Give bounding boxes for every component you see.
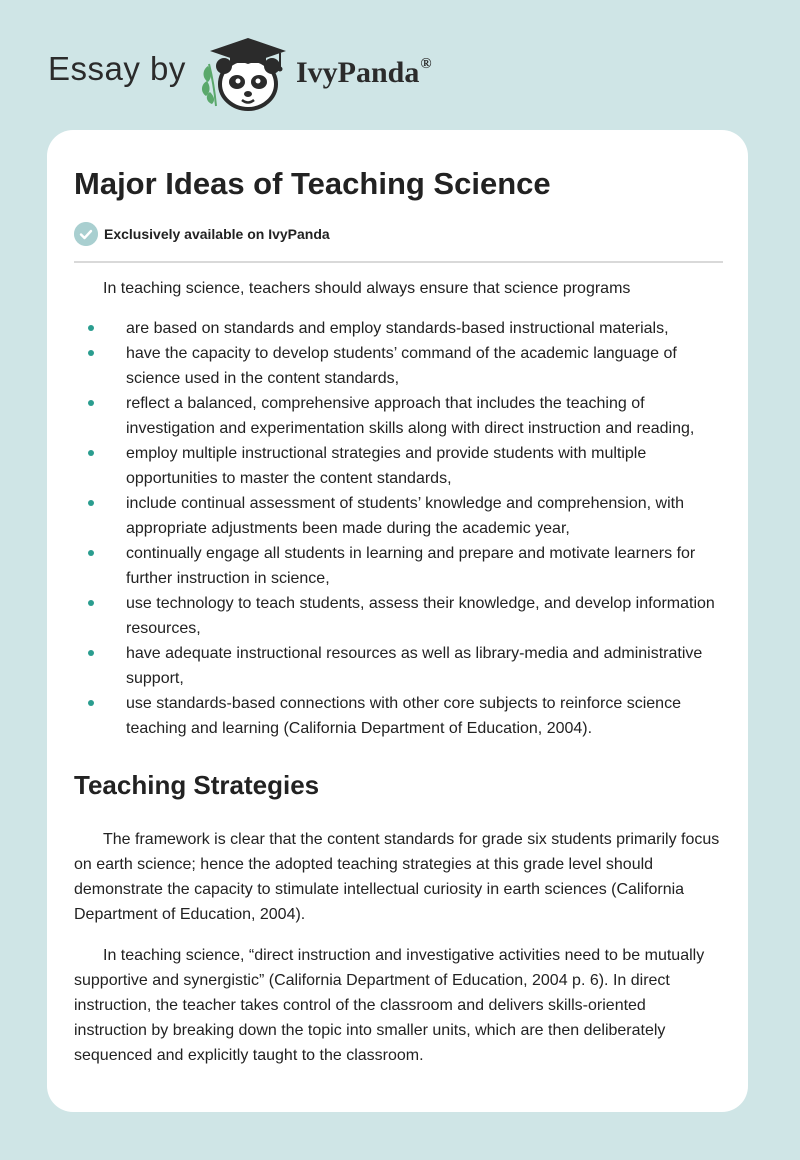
- bullet-icon: [88, 325, 94, 331]
- list-item: [74, 391, 723, 441]
- list-item: [74, 691, 723, 741]
- list-item: [74, 491, 723, 541]
- list-item-text: use technology to teach students, assess their knowledge, and develop information resources,: [126, 595, 715, 637]
- panda-logo-icon[interactable]: [200, 34, 290, 112]
- list-item-text: include continual assessment of students’ knowledge and comprehension, with appropriate adjustments been made during the academic year,: [126, 495, 684, 537]
- article-body: [74, 276, 723, 1068]
- list-item: [74, 341, 723, 391]
- exclusive-badge-text: Exclusively available on IvyPanda: [104, 226, 330, 242]
- bullet-icon: [88, 350, 94, 356]
- title-divider: [74, 261, 723, 263]
- bullet-icon: [88, 550, 94, 556]
- registered-mark: ®: [420, 56, 432, 72]
- list-item-text: are based on standards and employ standards-based instructional materials,: [126, 320, 669, 337]
- list-item: [74, 316, 723, 341]
- list-item-text: reflect a balanced, comprehensive approach that includes the teaching of investigation and experimentation skills along with direct instruction and reading,: [126, 395, 695, 437]
- list-item-text: employ multiple instructional strategies and provide students with multiple opportunities to master the content standards,: [126, 445, 647, 487]
- site-header: [48, 34, 548, 114]
- bullet-icon: [88, 650, 94, 656]
- bullet-icon: [88, 600, 94, 606]
- check-circle-icon: [74, 222, 98, 246]
- list-item-text: use standards-based connections with other core subjects to reinforce science teaching and learning (California Department of Education, 2004).: [126, 695, 681, 737]
- requirements-list: [74, 316, 723, 741]
- exclusive-badge: [74, 222, 330, 246]
- intro-paragraph: In teaching science, teachers should always ensure that science programs: [103, 280, 631, 297]
- list-item-text: have the capacity to develop students’ command of the academic language of science used in the content standards,: [126, 345, 677, 387]
- bullet-icon: [88, 450, 94, 456]
- body-paragraph: The framework is clear that the content standards for grade six students primarily focus on earth science; hence the adopted teaching strategies at this grade level should demonstrate the capacity to stimulate intellectual curiosity in earth sciences (California Department of Education, 2004).: [74, 831, 720, 923]
- bullet-icon: [88, 400, 94, 406]
- list-item: [74, 441, 723, 491]
- section-heading: Teaching Strategies: [74, 770, 320, 800]
- article-title: Major Ideas of Teaching Science: [74, 166, 551, 201]
- list-item: [74, 641, 723, 691]
- list-item-text: have adequate instructional resources as well as library-media and administrative support,: [126, 645, 703, 687]
- bullet-icon: [88, 700, 94, 706]
- list-item: [74, 591, 723, 641]
- brand-name[interactable]: [296, 56, 432, 90]
- body-paragraph: In teaching science, “direct instruction and investigative activities need to be mutually supportive and synergistic” (California Department of Education, 2004 p. 6). In direct instruction, the teacher takes control of the classroom and delivers skills-oriented instruction by breaking down the topic into smaller units, which are then deliberately sequenced and explicitly taught to the classroom.: [74, 947, 705, 1064]
- list-item: [74, 541, 723, 591]
- article-card: [47, 130, 748, 1112]
- list-item-text: continually engage all students in learning and prepare and motivate learners for further instruction in science,: [126, 545, 696, 587]
- brand-text: IvyPanda: [296, 56, 420, 89]
- essay-by-label: Essay by: [48, 50, 186, 87]
- bullet-icon: [88, 500, 94, 506]
